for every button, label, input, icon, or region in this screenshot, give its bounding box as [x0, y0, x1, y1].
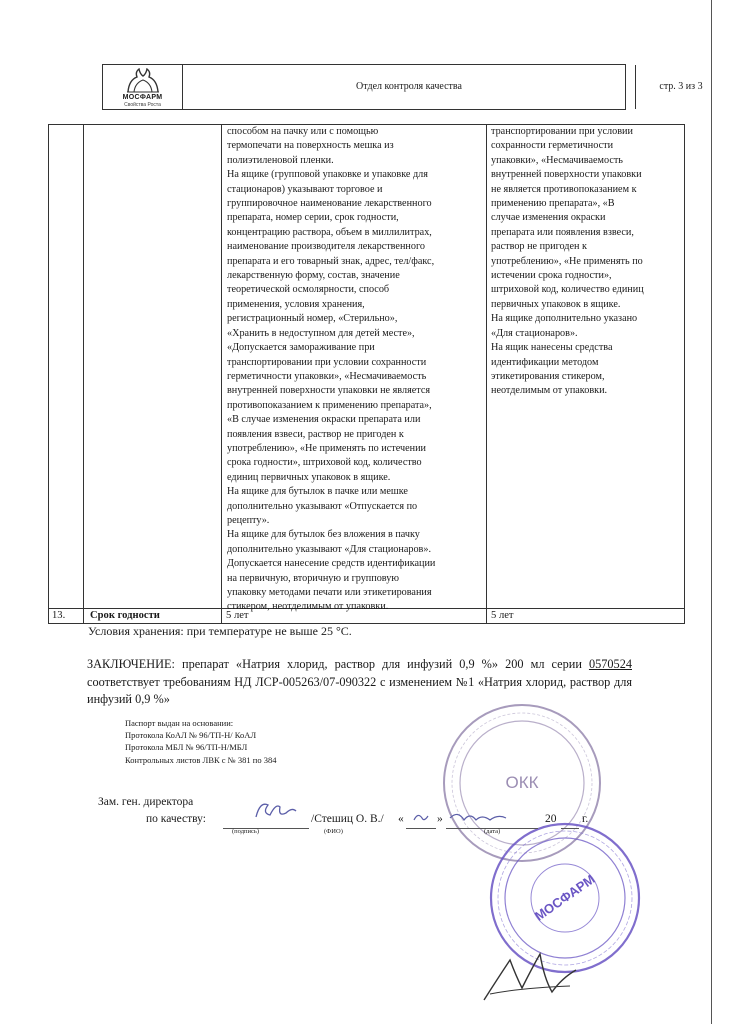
basis-line-1: Протокола КоАЛ № 96/ТП-Н/ КоАЛ: [125, 730, 257, 741]
date-year-suffix: г.: [582, 813, 589, 825]
signer-name: /Стешиц О. В./: [311, 813, 384, 825]
handwritten-signature: [250, 795, 300, 825]
logo-text: МОСФАРМ: [122, 94, 163, 101]
mosfarm-logo-icon: [125, 68, 161, 94]
row-13-number: 13.: [52, 610, 66, 621]
date-year: 20: [545, 813, 557, 825]
table-col-divider-1: [83, 124, 84, 624]
department-title: Отдел контроля качества: [356, 81, 462, 92]
row-13-norm: 5 лет: [226, 610, 249, 621]
signer-role-line-2: по качеству:: [146, 813, 206, 825]
date-day-line: [406, 828, 436, 829]
table-col-divider-3: [486, 124, 487, 624]
page-number-cell: [636, 65, 726, 109]
scan-edge-line: [711, 0, 712, 1024]
stamp-signature: [480, 948, 580, 1008]
storage-conditions: Условия хранения: при температуре не выше 25 °С.: [88, 624, 352, 638]
date-quote-open: «: [398, 813, 404, 825]
marking-result-text: транспортировании при условии сохранности герметичности упаковки», «Несмачиваемость внутренней поверхности упаковки не является противопоказанием к применению препарата», «В случае изменения окраски препарата или появления взвеси, раствор не пригоден к употреблению», «Не применять по истечении срока годности», штриховой код, количество единиц первичных упаковок в ящике. На ящике дополнительно указано «Для стационаров». На ящик нанесены средства идентификации методом этикетирования стикером, неотделимым от упаковки.: [491, 126, 644, 397]
company-stamp-text: МОСФАРМ: [531, 871, 598, 924]
page-number: стр. 3 из 3: [659, 81, 703, 92]
conclusion-tail: соответствует требованиям НД ЛСР-005263/07-090322 с изменением №1 «Натрия хлорид, раствор для инфузий 0,9 %»: [87, 674, 632, 706]
date-quote-close: »: [437, 813, 443, 825]
okk-stamp-text: ОКК: [505, 773, 539, 792]
conclusion-lead: ЗАКЛЮЧЕНИЕ: препарат «Натрия хлорид, раствор для инфузий 0,9 %» 200 мл серии: [87, 657, 589, 671]
basis-line-2: Протокола МБЛ № 96/ТП-Н/МБЛ: [125, 742, 248, 753]
conclusion-series-number: 0570524: [588, 657, 632, 671]
caption-fio: (ФИО): [324, 828, 343, 835]
logo-subtitle: Свойства Роста: [124, 102, 161, 108]
row-13-name: Срок годности: [90, 610, 160, 621]
marking-requirement-text: способом на пачку или с помощью термопечати на поверхность мешка из полиэтиленовой пленки. На ящике (групповой упаковке и упаковке для стационаров) указывают торговое и группировочное наименование лекарственного препарата, номер серии, срок годности, концентрацию раствора, объем в миллилитрах, наименование производителя лекарственного препарата и его товарный знак, адрес, тел/факс, лекарственную форму, состав, значение теоретической осмолярности, способ применения, условия хранения, регистрационный номер, «Стерильно», «Хранить в недоступном для детей месте», «Допускается замораживание при транспортировании при условии сохранности герметичности упаковки», «Несмачиваемость внутренней поверхности упаковки не является противопоказанием к применению препарата», «В случае изменения окраски препарата или появления взвеси, раствор не пригоден к употреблению», «Не применять по истечении срока годности», штриховой код, количество единиц первичных упаковок в ящике. На ящике для бутылок в пачке или мешке дополнительно указывают «Отпускается по рецепту». На ящике для бутылок без вложения в пачку дополнительно указывают «Для стационаров». Допускается нанесение средств идентификации на первичную, вторичную и групповую упаковку методами печати или этикетирования стикером, неотделимым от упаковки.: [227, 126, 436, 613]
department-cell: [183, 65, 636, 109]
caption-signature: (подпись): [232, 828, 259, 835]
signer-role-line-1: Зам. ген. директора: [98, 796, 194, 808]
basis-line-3: Контрольных листов ЛВК с № 381 по 384: [125, 754, 277, 765]
document-header: [102, 64, 703, 110]
table-left-border: [48, 124, 49, 624]
passport-basis: [125, 717, 276, 766]
table-col-divider-2: [221, 124, 222, 624]
date-year-line: [561, 828, 579, 829]
table-right-border: [684, 124, 685, 624]
row-13-result: 5 лет: [491, 610, 514, 621]
basis-title: Паспорт выдан на основании:: [125, 718, 234, 728]
handwritten-date: [410, 806, 530, 828]
logo-cell: [103, 65, 183, 109]
caption-date: (дата): [484, 828, 501, 835]
